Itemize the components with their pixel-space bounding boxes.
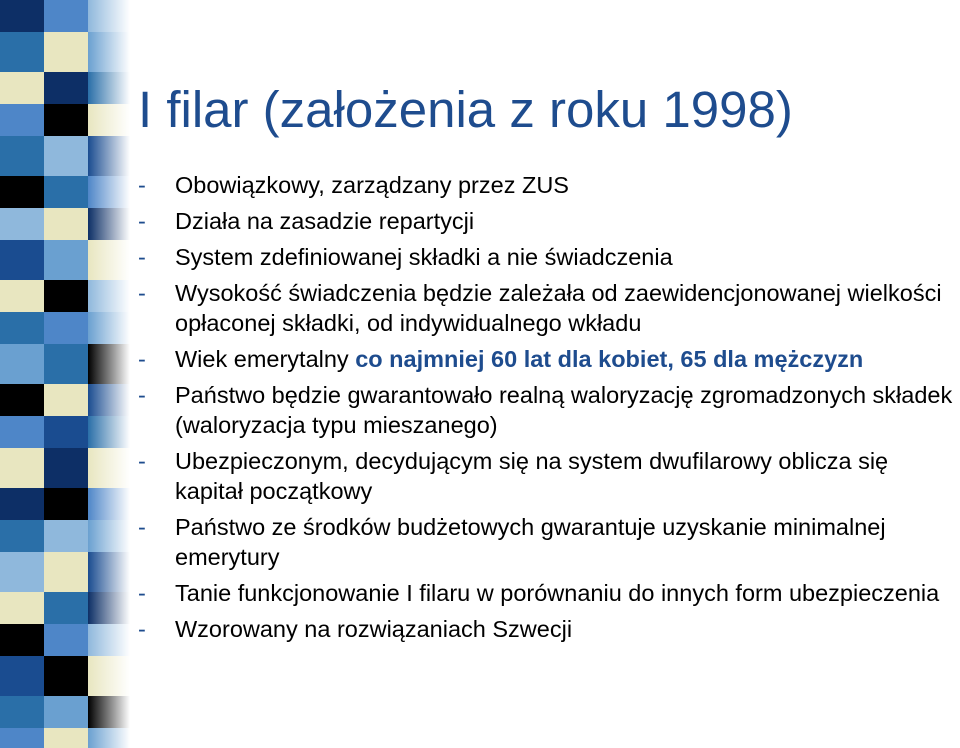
bullet-emphasis: co najmniej 60 lat dla kobiet, 65 dla mężczyzn [355,346,864,372]
stripe-block [0,488,44,520]
bullet-text: Wiek emerytalny [175,346,356,372]
stripe-block [0,104,44,136]
bullet-dash: - [138,244,146,270]
stripe-block [44,592,88,624]
bullet-dash: - [138,280,146,306]
stripe-block [44,656,88,696]
bullet-text: System zdefiniowanej składki a nie świadczenia [175,244,673,270]
stripe-block [44,208,88,240]
stripe-block [44,416,88,448]
bullet-dash: - [138,208,146,234]
stripe-block [0,384,44,416]
bullet-dash: - [138,580,146,606]
stripe-block [44,488,88,520]
bullet-item [138,380,953,440]
bullet-item [138,278,953,338]
stripe-block [0,448,44,488]
bullet-dash: - [138,514,146,540]
bullet-item [138,344,953,374]
bullet-dash: - [138,382,146,408]
bullet-text: Wysokość świadczenia będzie zależała od zaewidencjonowanej wielkości opłaconej składki, od indywidualnego wkładu [175,280,942,336]
stripe-block [0,176,44,208]
bullet-text: Działa na zasadzie repartycji [175,208,475,234]
stripe-block [0,312,44,344]
stripe-block [44,624,88,656]
stripe-block [44,520,88,552]
bullet-text: Tanie funkcjonowanie I filaru w porównaniu do innych form ubezpieczenia [175,580,940,606]
bullet-item [138,578,953,608]
bullet-dash: - [138,172,146,198]
stripe-block [0,624,44,656]
stripe-block [44,104,88,136]
bullet-dash: - [138,616,146,642]
stripe-block [44,728,88,748]
bullet-text: Obowiązkowy, zarządzany przez ZUS [175,172,569,198]
stripe-block [0,32,44,72]
bullet-list [138,170,953,650]
stripe-block [0,520,44,552]
stripe-block [44,384,88,416]
bullet-item [138,512,953,572]
stripe-block [0,728,44,748]
stripe-block [0,592,44,624]
bullet-item [138,170,953,200]
bullet-item [138,446,953,506]
bullet-text: Państwo będzie gwarantowało realną waloryzację zgromadzonych składek (waloryzacja typu mieszanego) [175,382,953,438]
stripe-block [0,136,44,176]
stripe-block [0,208,44,240]
stripe-block [0,696,44,728]
stripe-block [44,72,88,104]
stripe-block [0,656,44,696]
stripe-block [0,344,44,384]
stripe-block [44,344,88,384]
stripe-block [0,280,44,312]
stripe-block [44,448,88,488]
stripe-block [44,552,88,592]
stripe-block [0,552,44,592]
slide-title: I filar (założenia z roku 1998) [138,81,793,138]
stripe-block [0,416,44,448]
bullet-text: Państwo ze środków budżetowych gwarantuje uzyskanie minimalnej emerytury [175,514,886,570]
decorative-stripe [0,0,130,748]
stripe-block [0,72,44,104]
stripe-block [0,240,44,280]
stripe-block [0,0,44,32]
bullet-item [138,206,953,236]
bullet-text: Wzorowany na rozwiązaniach Szwecji [175,616,573,642]
stripe-block [44,240,88,280]
stripe-block [44,32,88,72]
bullet-dash: - [138,448,146,474]
stripe-block [44,0,88,32]
stripe-block [44,280,88,312]
bullet-text: Ubezpieczonym, decydującym się na system dwufilarowy oblicza się kapitał początkowy [175,448,889,504]
bullet-dash: - [138,346,146,372]
stripe-block [44,312,88,344]
stripe-block [44,696,88,728]
stripe-block [44,176,88,208]
bullet-item [138,614,953,644]
bullet-item [138,242,953,272]
stripe-block [44,136,88,176]
